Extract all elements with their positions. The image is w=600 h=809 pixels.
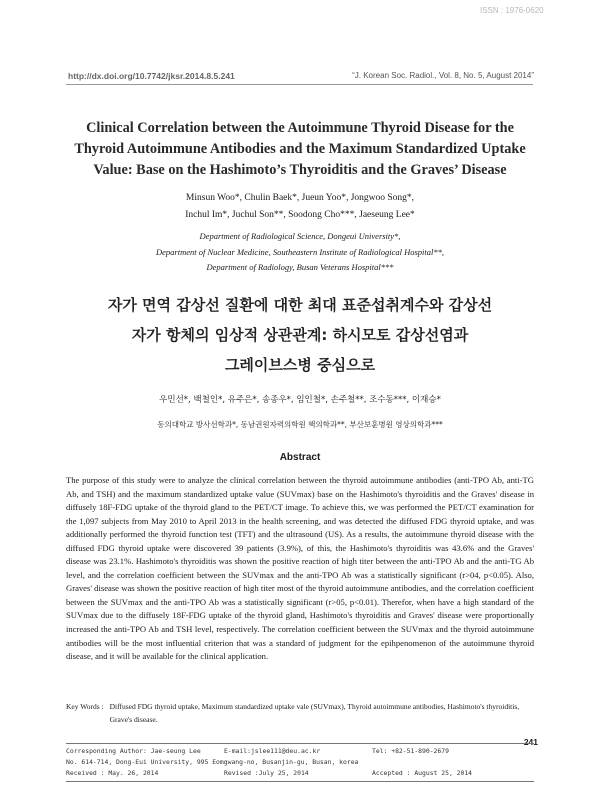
page-number: 241 (523, 737, 538, 747)
received-date: Received : May. 26, 2014 (66, 769, 159, 777)
korean-affiliations: 동의대학교 방사선학과*, 동남권원자력의학원 핵의학과**, 부산보훈병원 영상의학과*** (157, 420, 443, 429)
korean-authors: 우민선*, 백철인*, 유주은*, 송종우*, 임인철*, 손주철**, 조수동***, 이재승* (159, 395, 441, 405)
doi-link[interactable]: http://dx.doi.org/10.7742/jksr.2014.8.5.241 (68, 71, 235, 81)
correspondence-footer (66, 743, 534, 782)
english-affiliations (60, 229, 540, 276)
korean-title-line-1: 자가 면역 갑상선 질환에 대한 최대 표준섭취계수와 갑상선 (107, 296, 493, 314)
accepted-date: Accepted : August 25, 2014 (372, 769, 473, 777)
header-divider (66, 84, 533, 85)
keywords-label: Key Words : (66, 702, 104, 711)
english-title: Clinical Correlation between the Autoimmune Thyroid Disease for the Thyroid Autoimmune Antibodies and the Maximum Standardized Uptake Value: Base on the Hashimoto’s Thyroiditis and the Graves’ Disease (74, 120, 526, 178)
korean-title-line-2: 자가 항체의 임상적 상관관계: 하시모토 갑상선염과 (131, 326, 469, 344)
affiliation-line-1: Department of Radiological Science, Dongeui University*, (199, 231, 401, 241)
corresponding-author: Corresponding Author: Jae-seung Lee (66, 747, 201, 755)
english-authors (60, 190, 540, 224)
abstract-heading: Abstract (279, 452, 321, 463)
korean-title (60, 290, 540, 380)
authors-line-1: Minsun Woo*, Chulin Baek*, Jueun Yoo*, Jongwoo Song*, (185, 193, 415, 203)
issn: ISSN : 1976-0620 (480, 6, 544, 15)
email[interactable]: E-mail:jslee111@deu.ac.kr (224, 747, 321, 755)
affiliation-line-2: Department of Nuclear Medicine, Southeastern Institute of Radiological Hospital**, (155, 246, 445, 257)
journal-citation: “J. Korean Soc. Radiol., Vol. 8, No. 5, August 2014” (352, 71, 534, 80)
authors-line-2: Inchul Im*, Juchul Son**, Soodong Cho***, Jaeseung Lee* (185, 210, 415, 220)
keywords (66, 700, 534, 726)
keywords-text: Diffused FDG thyroid uptake, Maximum standardized uptake vale (SUVmax), Thyroid autoimmune antibodies, Hashimoto's thyroiditis, Grave's disease. (109, 702, 520, 724)
address: No. 614-714, Dong-Eui University, 995 Eomgwang-no, Busanjin-gu, Busan, korea (66, 758, 359, 766)
affiliation-line-3: Department of Radiology, Busan Veterans Hospital*** (206, 262, 394, 272)
revised-date: Revised :July 25, 2014 (224, 769, 309, 777)
telephone: Tel: +82-51-890-2679 (372, 747, 449, 755)
korean-title-line-3: 그레이브스병 중심으로 (224, 356, 376, 374)
abstract-body (66, 474, 534, 664)
abstract-text: The purpose of this study were to analyze the clinical correlation between the thyroid autoimmune antibodies (anti-TPO Ab, anti-TG Ab, and TSH) and the maximum standardized uptake value (SUVmax) base on the Hashimoto's thyroiditis and the Graves' disease in diffusely 18F-FDG uptake of the thyroid gland to the PET/CT image. To achieve this, we was performed the PET/CT examination for the 1,097 subjects from May 2010 to April 2013 in the health screening, and was detected the diffused FDG thyroid uptake, and was additionally performed the thyroid function test (TFT) and the ultrasound (US). As a results, the autoimmune thyroid disease with the diffused FDG thyroid uptake were discovered 39 patients (3.9%), of this, the Hashimoto's thyroiditis was 43.6% and the Graves' disease was 23.1%. Hashimoto's thyroiditis was shown the positive reaction of high titer between the anti-TPO Ab and the anti-TG Ab level, and the correlation coefficient between the SUVmax and the anti-TPO Ab was a statistically significant (r>04, p<0.05). Also, Graves' disease was shown the positive reaction of high titer most of the thyroid autoimmune antibodies, and the correlation coefficient between the SUVmax and the anti-TPO Ab was a statistically significant (r>05, p<0.01). Therefor, when have a high standard of the SUVmax due to the diffusely 18F-FDG uptake of the thyroid gland, Hashimoto's thyroiditis and Graves' disease were proportionally increased the anti-TPO Ab and TSH level, respectively. The correlation coefficient between the SUVmax and the thyroid autoimmune antibodies will be the most influential criterion that was a standard of judgment for the epihpenomenon of the autoimmune thyroid disease, and it will be available for the clinical application. (66, 475, 534, 662)
